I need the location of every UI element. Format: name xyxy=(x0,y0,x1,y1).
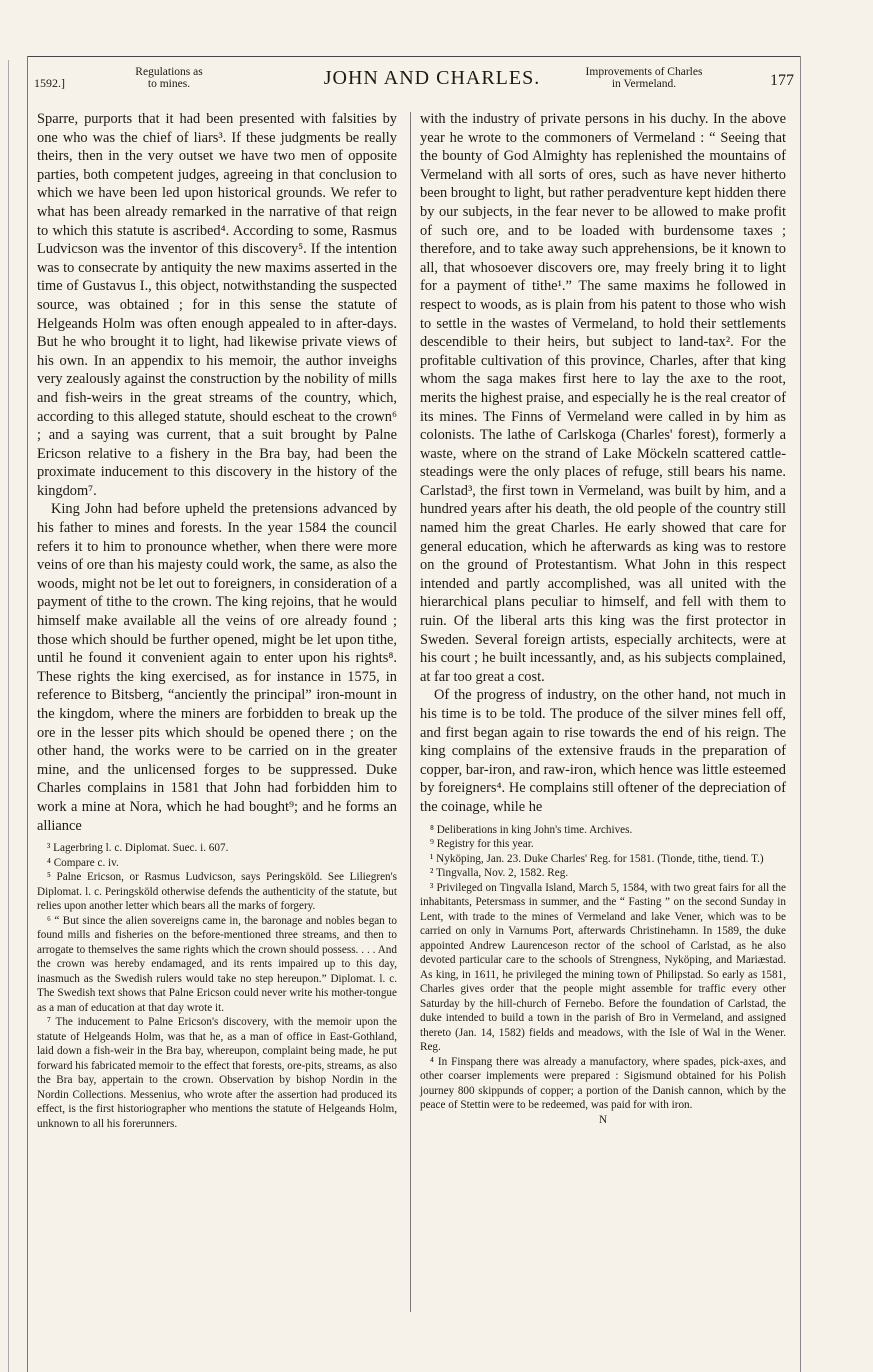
footnote-4: ⁴ Compare c. iv. xyxy=(47,856,119,869)
right-column xyxy=(420,110,786,1127)
signature-mark: N xyxy=(598,1113,608,1126)
left-footnotes xyxy=(37,841,397,1131)
right-paragraph-2: Of the progress of industry, on the other hand, not much in his time is to be told. The produce of the silver mines fell off, and first began again to rise towards the end of his reign. The king complains of the extensive frauds in the preparation of copper, bar-iron, and raw-iron, which hence was little esteemed by foreigners⁴. He complains still oftener of the depreciation of the coinage, while he xyxy=(420,687,786,815)
left-paragraph-1: Sparre, purports that it had been presented with falsities by one who was the chief of liars³. If these judgments be really theirs, then in the very outset we have two men of opposite parties, both competent judges, agreeing in that conclusion to which we have been led upon historical grounds. We refer to what has been already remarked in the narrative of that reign to which this statute is ascribed⁴. According to some, Rasmus Ludvicson was the inventor of this discovery⁵. If the intention was to consecrate by antiquity the new maxims asserted in the time of Gustavus I., this object, notwithstanding the suspected source, was obtained ; for in this sense the statute of Helgeands Holm was often enough appealed to in after-days. But he who brought it to light, had likewise private views of his own. In an appendix to his memoir, the author inveighs very zealously against the construction by the nobility of mills and fish-weirs in the great streams of the country, which, according to this alleged statute, should escheat to the crown⁶ ; and a saying was current, that a suit brought by Palne Ericson relative to a fishery in the Bra bay, had been the proximate inducement to this discovery in the history of the kingdom⁷. xyxy=(37,111,397,499)
right-margin-rule xyxy=(800,56,801,1372)
header-year: 1592.] xyxy=(34,76,65,90)
header-title: JOHN AND CHARLES. xyxy=(323,67,541,89)
footnote-3: ³ Lagerbring l. c. Diplomat. Suec. i. 607. xyxy=(47,842,229,855)
footnote-2: ² Tingvalla, Nov. 2, 1582. Reg. xyxy=(430,867,569,880)
footnote-3b: ³ Privileged on Tingvalla Island, March 5, 1584, with two great fairs for all the inhabitants, Petersmass in summer, and the “ Fasting ” on the second Sunday in Lent, with trade to the mines of Vermeland and lake Vener, which was to be carried on only in Varnums Port, afterwards Christinehamn. In 1589, the duke appointed Andrew Laurenceson rector of the school of Carlstad, as he also devoted particular care to the schools of Strengness, Nyköping, and Mariæstad. As king, in 1611, he privileged the mining town of Philipstad. So early as 1581, Charles gives order that the people might assemble for traffic every other Saturday by the hill-church of Fernebo. Before the foundation of Carlstad, the duke intended to build a town in the parish of Bro in Vermeland, and assigned thereto (Jan. 14, 1582) fields and meadows, with the Isle of Wal in the Wener. Reg. xyxy=(420,881,786,1054)
page-edge-line xyxy=(8,60,9,1372)
left-column xyxy=(37,110,397,1131)
right-paragraph-1: with the industry of private persons in his duchy. In the above year he wrote to the commoners of Vermeland : “ Seeing that the bounty of God Almighty has replenished the mountains of Vermeland with all sorts of ores, such as have never hitherto been brought to light, but rather peradventure kept hidden there by our subjects, in the fear never to be allowed to make profit of such ore, and to be loaded with burdensome taxes ; therefore, and to take away such apprehensions, be it known to all, that whosoever discovers ore, may freely bring it to light for a payment of tithe¹.” The same maxims he followed in respect to woods, as is plain from his patent to those who wish to settle in the wastes of Vermeland, to hold their settlements descendible to their heirs, but subject to land-tax². For the profitable cultivation of this province, Charles, after that king whom the saga makes first here to lay the axe to the root, merits the highest praise, and especially he is the real creator of its mines. The Finns of Vermeland were called in by him as colonists. The lathe of Carlskoga (Charles' forest), formerly a waste, where on the strand of Lake Möckeln scattered cattle-steadings were the only places of refuge, still bears his name. Carlstad³, the first town in Vermeland, was built by him, and a hundred years after his death, the old people of the country still named him the great Charles. He early showed that care for general education, which he afterwards as king was to restore on the ground of Protestantism. What John in this respect intended and partly accomplished, was all united with the hierarchical plans peculiar to himself, and fell with them to ruin. Of the liberal arts this king was the first protector in Sweden. Several foreign artists, especially architects, were at his court ; he built incessantly, and, as his subjects complained, at far too great a cost. xyxy=(420,111,786,685)
header-right-subject: Improvements of Charles in Vermeland. xyxy=(585,66,703,90)
footnote-5: ⁵ Palne Ericson, or Rasmus Ludvicson, says Peringsköld. See Liliegren's Diplomat. l. c. Peringsköld otherwise defends the authenticity of the statute, but relies upon another letter which bears all the marks of forgery. xyxy=(37,871,397,913)
left-margin-rule xyxy=(27,56,28,1372)
header-rule xyxy=(28,56,800,57)
page-number: 177 xyxy=(770,72,794,89)
footnote-7: ⁷ The inducement to Palne Ericson's discovery, with the memoir upon the statute of Helgeands Holm, was that he, as a man of office in East-Gothland, laid down a fish-weir in the Bra bay, whereupon, complaint being made, he put forward his fabricated memoir to the effect that forests, ore-pits, streams, as also the Bra bay, appertain to the crown. Observation by bishop Nordin in the Nordin Collections. Messenius, who wrote after the assertion had produced its effect, is the first historiographer who mentions the statute of Helgeands Holm, unknown to all his forerunners. xyxy=(37,1016,397,1130)
footnote-4b: ⁴ In Finspang there was already a manufactory, where spades, pick-axes, and other coarser implements were prepared : Sigismund obtained for his Polish journey 800 skippunds of copper; a portion of the Danish cannon, which by the peace of Stettin were to be redeemed, was paid for with iron. xyxy=(420,1055,786,1112)
header-left-subject: Regulations as to mines. xyxy=(135,66,203,90)
running-header xyxy=(34,64,794,100)
footnote-9: ⁹ Registry for this year. xyxy=(430,838,534,851)
footnote-1: ¹ Nyköping, Jan. 23. Duke Charles' Reg. for 1581. (Tionde, tithe, tiend. T.) xyxy=(430,852,764,865)
right-footnotes xyxy=(420,823,786,1128)
footnote-8: ⁸ Deliberations in king John's time. Archives. xyxy=(430,823,633,836)
footnote-6: ⁶ “ But since the alien sovereigns came in, the baronage and nobles began to found mills and fisheries on the before-mentioned three streams, and then to arrogate to themselves the same rights which the crown should possess. . . . And the crown was hereby endamaged, and its rents impaired up to this day, inasmuch as the Swedish rulers would take no step hereupon.” Diplomat. l. c. The Swedish text shows that Palne Ericson could never write his mother-tongue as a man of education at that day wrote it. xyxy=(37,914,397,1014)
column-divider xyxy=(410,112,411,1312)
left-paragraph-2: King John had before upheld the pretensions advanced by his father to mines and forests. In the year 1584 the council refers it to him to pronounce whether, when there were more veins of ore than his majesty could work, the same, as also the woods, might not be let out to foreigners, in consideration of a payment of tithe to the crown. The king rejoins, that he would himself make available all the veins of ore already found ; those which should be further opened, might be let upon tithe, until he found it convenient again to enter upon his rights⁸. These rights the king exercised, as for instance in 1575, in reference to Bitsberg, “anciently the principal” iron-mount in the kingdom, where the miners are forbidden to break up the ore in the lesser pits which should be opened there ; on the other hand, the works were to be carried on in the greater mine, and the unlicensed forges to be suppressed. Duke Charles complains in 1581 that John had forbidden him to work a mine at Nora, which he had bought⁹; and he forms an alliance xyxy=(37,501,397,834)
